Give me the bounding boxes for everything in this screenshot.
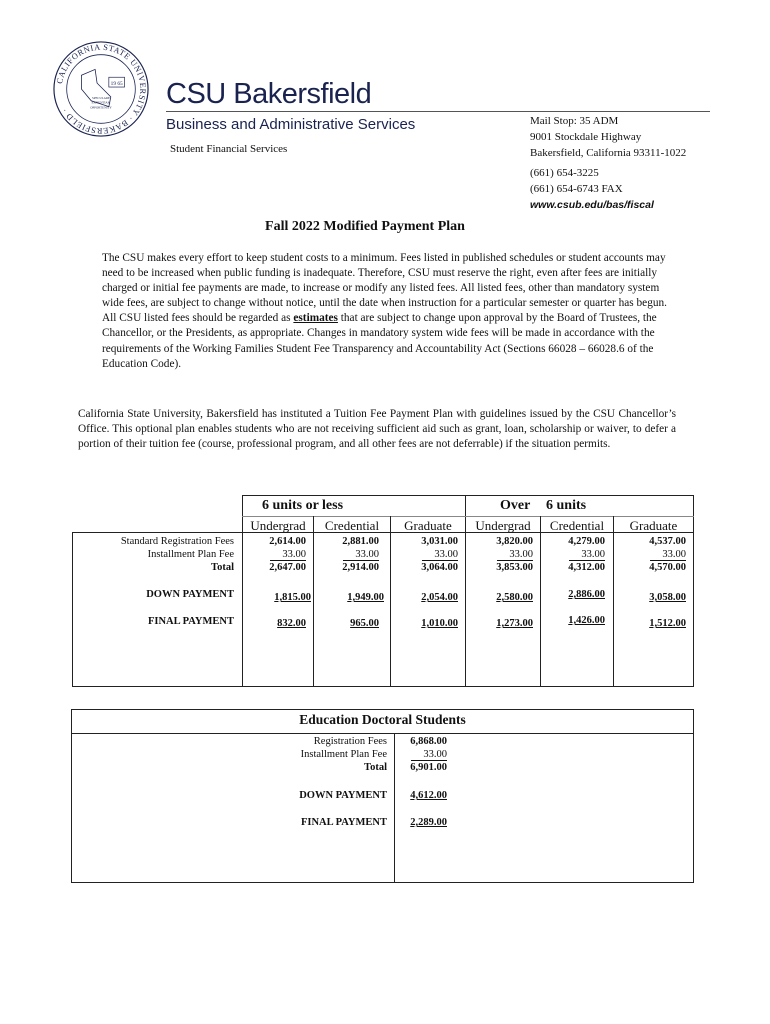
doctoral-table-title: Education Doctoral Students — [299, 712, 466, 727]
cell-doctoral-final-payment: 2,289.00 — [410, 817, 447, 828]
column-header: Graduate — [404, 518, 452, 533]
cell-total-undergrad-6-or-less: 2,647.00 — [269, 562, 306, 573]
cell-reg-credential-over-6: 4,279.00 — [568, 536, 605, 547]
cell-doctoral-down-payment: 4,612.00 — [410, 790, 447, 801]
fee-disclaimer-paragraph — [102, 251, 676, 372]
row-label-final-payment: FINAL PAYMENT — [300, 817, 387, 828]
group-header-over: Over — [500, 498, 531, 513]
row-label-total: Total — [364, 762, 387, 773]
cell-inst-graduate-over-6: 33.00 — [650, 549, 686, 561]
fee-table — [72, 495, 694, 687]
cell-total-undergrad-over-6: 3,853.00 — [496, 562, 533, 573]
university-seal-logo — [52, 40, 150, 138]
cell-reg-undergrad-6-or-less: 2,614.00 — [269, 536, 306, 547]
cell-reg-credential-6-or-less: 2,881.00 — [342, 536, 379, 547]
cell-final-undergrad-6-or-less: 832.00 — [277, 618, 306, 629]
cell-inst-undergrad-over-6: 33.00 — [497, 549, 533, 561]
cell-final-credential-6-or-less: 965.00 — [350, 618, 379, 629]
paragraph-text: The CSU makes every effort to keep student costs to a minimum. Fees listed in published schedules or student accounts may need to be increased when public funding is inadequate. Therefore, CSU must reserve the right, even after fees are initially charged or initial fee payments are made, to increase or modify any listed fees. All listed fees, other than mandatory system wide fees, are subject to change without notice, until the date when instruction for a particular semester or quarter has begun. All CSU listed fees should be regarded as — [102, 252, 667, 325]
fax-number: (661) 654-6743 FAX — [530, 183, 623, 195]
cell-inst-credential-6-or-less: 33.00 — [343, 549, 379, 561]
cell-final-undergrad-over-6: 1,273.00 — [496, 618, 533, 629]
cell-total-graduate-6-or-less: 3,064.00 — [421, 562, 458, 573]
cell-down-credential-over-6: 2,886.00 — [568, 589, 605, 600]
row-label-down-payment: DOWN PAYMENT — [299, 790, 387, 801]
cell-final-credential-over-6: 1,426.00 — [568, 615, 605, 626]
row-label-installment-fee: Installment Plan Fee — [300, 749, 387, 760]
column-header: Graduate — [629, 518, 678, 533]
cell-doctoral-installment: 33.00 — [411, 749, 447, 761]
cell-down-graduate-6-or-less: 2,054.00 — [421, 592, 458, 603]
cell-reg-undergrad-over-6: 3,820.00 — [496, 536, 533, 547]
svg-text:SPECULARE: SPECULARE — [92, 95, 110, 100]
row-label-installment-fee: Installment Plan Fee — [147, 549, 234, 560]
paragraph-text: that are subject to change upon approval by the Board of Trustees, the Chancellor, or the Presidents, as appropriate. Changes in mandatory system wide fees will be made in accordance with the requirements of the Working Families Student Fee Transparency and Accountability Act (Sections 66028 – 66028.6 of the Education Code). — [102, 312, 657, 370]
group-header-6-units: 6 units — [546, 498, 587, 513]
department-name: Student Financial Services — [170, 143, 288, 155]
cell-inst-credential-over-6: 33.00 — [569, 549, 605, 561]
cell-doctoral-total: 6,901.00 — [410, 762, 447, 773]
cell-total-credential-over-6: 4,312.00 — [568, 562, 605, 573]
contact-block — [530, 113, 686, 213]
address-line: Mail Stop: 35 ADM — [530, 115, 619, 127]
cell-down-undergrad-6-or-less: 1,815.00 — [274, 592, 311, 603]
cell-total-credential-6-or-less: 2,914.00 — [342, 562, 379, 573]
cell-final-graduate-6-or-less: 1,010.00 — [421, 618, 458, 629]
cell-total-graduate-over-6: 4,570.00 — [649, 562, 686, 573]
column-header: Credential — [324, 518, 380, 533]
column-header: Undergrad — [475, 518, 531, 533]
row-label-registration-fees: Standard Registration Fees — [120, 536, 234, 547]
cell-reg-graduate-over-6: 4,537.00 — [649, 536, 686, 547]
svg-text:CALIFORNIA STATE UNIVERSITY ·: CALIFORNIA STATE UNIVERSITY · BAKERSFIELD · — [55, 42, 148, 136]
website-link[interactable]: www.csub.edu/bas/fiscal — [530, 199, 654, 211]
cell-doctoral-registration: 6,868.00 — [410, 736, 447, 747]
header-rule — [166, 111, 710, 112]
row-label-registration-fees: Registration Fees — [313, 736, 387, 747]
svg-text:OPPORTUNITY: OPPORTUNITY — [90, 105, 112, 110]
column-header: Undergrad — [250, 518, 306, 533]
row-label-final-payment: FINAL PAYMENT — [147, 616, 234, 627]
emphasis-estimates: estimates — [293, 312, 338, 325]
brand-title: CSU Bakersfield — [166, 78, 372, 110]
group-header-6-or-less: 6 units or less — [262, 498, 344, 513]
phone-number: (661) 654-3225 — [530, 167, 599, 179]
cell-down-undergrad-over-6: 2,580.00 — [496, 592, 533, 603]
cell-inst-graduate-6-or-less: 33.00 — [422, 549, 458, 561]
address-line: 9001 Stockdale Highway — [530, 131, 642, 143]
document-title: Fall 2022 Modified Payment Plan — [265, 219, 465, 234]
cell-down-credential-6-or-less: 1,949.00 — [347, 592, 384, 603]
brand-subtitle: Business and Administrative Services — [166, 116, 416, 133]
payment-plan-paragraph: California State University, Bakersfield has instituted a Tuition Fee Payment Plan with guidelines issued by the CSU Chancellor’s Office. This optional plan enables students who are not receiving sufficient aid such as grant, loan, scholarship or waiver, to defer a portion of their tuition fee (course, professional program, and all other fees are not deferrable) if the situation permits. — [78, 408, 676, 451]
cell-final-graduate-over-6: 1,512.00 — [649, 618, 686, 629]
cell-down-graduate-over-6: 3,058.00 — [649, 592, 686, 603]
doctoral-fee-table — [71, 709, 694, 883]
svg-text:SAPIENTIAM: SAPIENTIAM — [91, 100, 111, 105]
row-label-total: Total — [211, 562, 234, 573]
cell-inst-undergrad-6-or-less: 33.00 — [270, 549, 306, 561]
cell-reg-graduate-6-or-less: 3,031.00 — [421, 536, 458, 547]
column-header: Credential — [549, 518, 605, 533]
address-line: Bakersfield, California 93311-1022 — [530, 147, 687, 159]
svg-text:19 65: 19 65 — [110, 81, 123, 88]
row-label-down-payment: DOWN PAYMENT — [146, 589, 234, 600]
